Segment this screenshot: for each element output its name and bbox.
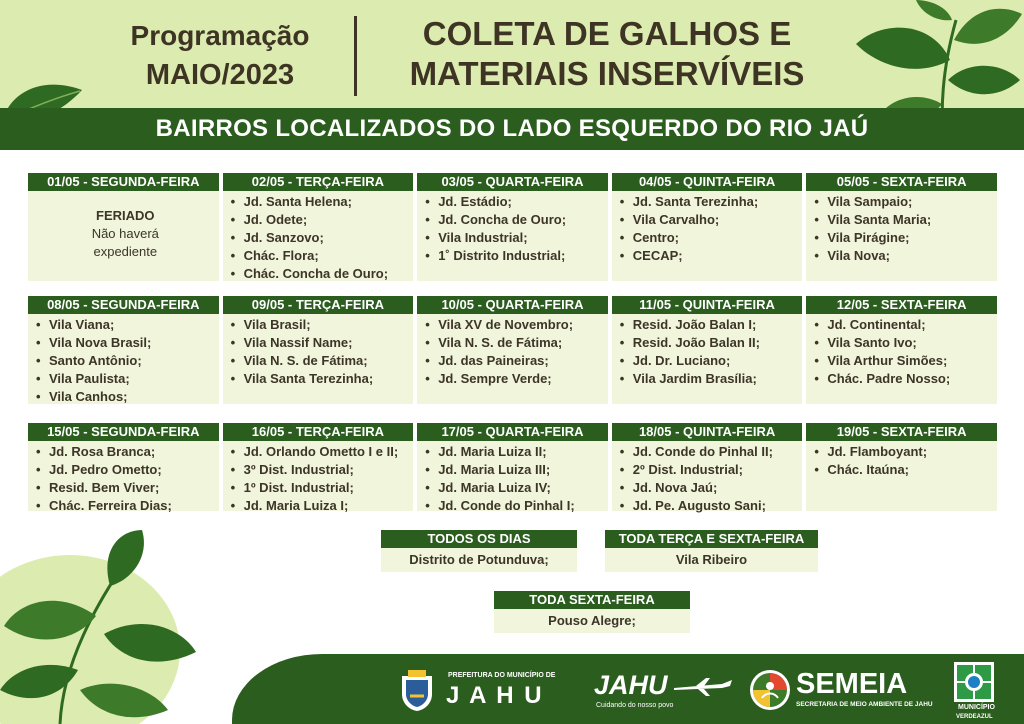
- header: [0, 0, 1024, 108]
- list-item: • Jd. Sanzovo;: [231, 229, 410, 247]
- week-2: [28, 296, 997, 404]
- week-1: [28, 173, 997, 281]
- list-item: • Jd. Pedro Ometto;: [36, 461, 215, 479]
- list-item: • Resid. Bem Viver;: [36, 479, 215, 497]
- day-list: [28, 314, 219, 404]
- list-item: • Vila Santa Terezinha;: [231, 370, 410, 388]
- list-item: • Vila Jardim Brasília;: [620, 370, 799, 388]
- list-item: • Chác. Padre Nosso;: [814, 370, 993, 388]
- day-header: 15/05 - SEGUNDA-FEIRA: [28, 423, 219, 441]
- day-column: [806, 296, 997, 404]
- list-item: • Vila Brasil;: [231, 316, 410, 334]
- semeia-name: SEMEIA: [796, 668, 908, 700]
- day-column: [28, 296, 219, 404]
- extra-value: Distrito de Potunduva;: [381, 548, 577, 572]
- day-column: [612, 423, 803, 511]
- day-header: 04/05 - QUINTA-FEIRA: [612, 173, 803, 191]
- list-item: • Jd. Santa Terezinha;: [620, 193, 799, 211]
- list-item: • Chác. Ferreira Dias;: [36, 497, 215, 515]
- day-column: [417, 173, 608, 281]
- day-list: [612, 314, 803, 404]
- list-item: • Vila Industrial;: [425, 229, 604, 247]
- list-item: • Jd. Dr. Luciano;: [620, 352, 799, 370]
- extra-tue-fri: [605, 530, 818, 572]
- list-item: • Vila Nassif Name;: [231, 334, 410, 352]
- list-item: • Vila N. S. de Fátima;: [231, 352, 410, 370]
- day-list: [806, 314, 997, 404]
- list-item: • Vila Nova Brasil;: [36, 334, 215, 352]
- day-header: 10/05 - QUARTA-FEIRA: [417, 296, 608, 314]
- list-item: • Vila Canhos;: [36, 388, 215, 406]
- day-column: [223, 423, 414, 511]
- region-banner: BAIRROS LOCALIZADOS DO LADO ESQUERDO DO RIO JAÚ: [0, 108, 1024, 150]
- program-label: [108, 20, 332, 92]
- list-item: • 3º Dist. Industrial;: [231, 461, 410, 479]
- list-item: • Jd. Rosa Branca;: [36, 443, 215, 461]
- day-list: [417, 314, 608, 404]
- extra-value: Vila Ribeiro: [605, 548, 818, 572]
- list-item: • Vila Santa Maria;: [814, 211, 993, 229]
- list-item: • Jd. Santa Helena;: [231, 193, 410, 211]
- day-header: 19/05 - SEXTA-FEIRA: [806, 423, 997, 441]
- holiday-box: [28, 191, 219, 281]
- holiday-line1: Não haverá: [91, 226, 159, 241]
- holiday-line2: expediente: [93, 244, 158, 259]
- list-item: • Vila Viana;: [36, 316, 215, 334]
- list-item: • Centro;: [620, 229, 799, 247]
- list-item: • Resid. João Balan I;: [620, 316, 799, 334]
- list-item: • Chác. Flora;: [231, 247, 410, 265]
- day-column: [417, 423, 608, 511]
- extra-header: TODOS OS DIAS: [381, 530, 577, 548]
- list-item: • 1˚ Distrito Industrial;: [425, 247, 604, 265]
- semeia-subtitle: SECRETARIA DE MEIO AMBIENTE DE JAHU: [796, 701, 933, 708]
- list-item: • Jd. Conde do Pinhal II;: [620, 443, 799, 461]
- list-item: • Jd. Maria Luiza II;: [425, 443, 604, 461]
- day-column: [28, 173, 219, 281]
- list-item: • Jd. Sempre Verde;: [425, 370, 604, 388]
- list-item: • Jd. Maria Luiza III;: [425, 461, 604, 479]
- list-item: • Jd. Nova Jaú;: [620, 479, 799, 497]
- leaf-decoration-bottom: [0, 530, 240, 724]
- list-item: • Vila Paulista;: [36, 370, 215, 388]
- list-item: • Jd. Estádio;: [425, 193, 604, 211]
- prefeitura-name: J A H U: [446, 682, 544, 709]
- day-column: [223, 296, 414, 404]
- list-item: • Jd. das Paineiras;: [425, 352, 604, 370]
- list-item: • 1º Dist. Industrial;: [231, 479, 410, 497]
- page-title: [372, 14, 842, 94]
- prefeitura-small-text: PREFEITURA DO MUNICÍPIO DE: [448, 672, 556, 679]
- day-list: [417, 191, 608, 281]
- verde-azul-label: VERDEAZUL: [956, 714, 993, 720]
- day-header: 05/05 - SEXTA-FEIRA: [806, 173, 997, 191]
- list-item: • Vila XV de Novembro;: [425, 316, 604, 334]
- footer: [232, 654, 1024, 724]
- program-line1: Programação: [130, 20, 310, 51]
- day-header: 12/05 - SEXTA-FEIRA: [806, 296, 997, 314]
- day-column: [28, 423, 219, 511]
- list-item: • Vila Nova;: [814, 247, 993, 265]
- day-list: [223, 441, 414, 511]
- list-item: • 2º Dist. Industrial;: [620, 461, 799, 479]
- day-list: [223, 314, 414, 404]
- list-item: • Chác. Itaúna;: [814, 461, 993, 479]
- day-header: 09/05 - TERÇA-FEIRA: [223, 296, 414, 314]
- day-header: 08/05 - SEGUNDA-FEIRA: [28, 296, 219, 314]
- extra-friday: [494, 591, 690, 633]
- day-header: 17/05 - QUARTA-FEIRA: [417, 423, 608, 441]
- day-column: [612, 173, 803, 281]
- list-item: • Jd. Conde do Pinhal I;: [425, 497, 604, 515]
- day-column: [612, 296, 803, 404]
- day-list: [612, 441, 803, 511]
- week-3: [28, 423, 997, 511]
- list-item: • Jd. Odete;: [231, 211, 410, 229]
- list-item: • Jd. Maria Luiza I;: [231, 497, 410, 515]
- list-item: • Jd. Orlando Ometto I e II;: [231, 443, 410, 461]
- extra-value: Pouso Alegre;: [494, 609, 690, 633]
- day-list: [28, 441, 219, 511]
- list-item: • Jd. Flamboyant;: [814, 443, 993, 461]
- program-line2: MAIO/2023: [145, 59, 295, 91]
- extra-header: TODA TERÇA E SEXTA-FEIRA: [605, 530, 818, 548]
- day-header: 01/05 - SEGUNDA-FEIRA: [28, 173, 219, 191]
- list-item: • Vila Pirágine;: [814, 229, 993, 247]
- header-divider: [354, 16, 357, 96]
- list-item: • Jd. Maria Luiza IV;: [425, 479, 604, 497]
- day-header: 11/05 - QUINTA-FEIRA: [612, 296, 803, 314]
- day-column: [223, 173, 414, 281]
- day-column: [806, 173, 997, 281]
- list-item: • Jd. Pe. Augusto Sani;: [620, 497, 799, 515]
- semeia-emblem-icon: [748, 668, 792, 712]
- extra-header: TODA SEXTA-FEIRA: [494, 591, 690, 609]
- extra-everyday: [381, 530, 577, 572]
- list-item: • Vila N. S. de Fátima;: [425, 334, 604, 352]
- list-item: • Vila Arthur Simões;: [814, 352, 993, 370]
- day-list: [806, 191, 997, 281]
- list-item: • Vila Sampaio;: [814, 193, 993, 211]
- list-item: • Vila Carvalho;: [620, 211, 799, 229]
- day-list: [417, 441, 608, 511]
- city-crest-icon: [396, 668, 438, 712]
- list-item: • Chác. Concha de Ouro;: [231, 265, 410, 283]
- day-column: [417, 296, 608, 404]
- day-column: [806, 423, 997, 511]
- day-list: [806, 441, 997, 511]
- list-item: • Jd. Continental;: [814, 316, 993, 334]
- day-list: [612, 191, 803, 281]
- list-item: • Santo Antônio;: [36, 352, 215, 370]
- verde-azul-emblem-icon: [954, 662, 994, 702]
- list-item: • Jd. Concha de Ouro;: [425, 211, 604, 229]
- municipio-label: MUNICÍPIO: [958, 704, 995, 711]
- title-line1: COLETA DE GALHOS E: [422, 15, 792, 52]
- list-item: • CECAP;: [620, 247, 799, 265]
- jahu-tagline: Cuidando do nosso povo: [596, 702, 674, 709]
- airplane-icon: [672, 676, 734, 698]
- day-header: 02/05 - TERÇA-FEIRA: [223, 173, 414, 191]
- title-line2: MATERIAIS INSERVÍVEIS: [409, 55, 805, 92]
- day-list: [223, 191, 414, 281]
- list-item: • Resid. João Balan II;: [620, 334, 799, 352]
- day-header: 18/05 - QUINTA-FEIRA: [612, 423, 803, 441]
- day-header: 03/05 - QUARTA-FEIRA: [417, 173, 608, 191]
- holiday-title: FERIADO: [96, 208, 155, 223]
- list-item: • Vila Santo Ivo;: [814, 334, 993, 352]
- day-header: 16/05 - TERÇA-FEIRA: [223, 423, 414, 441]
- jahu-logo: JAHU: [594, 670, 668, 700]
